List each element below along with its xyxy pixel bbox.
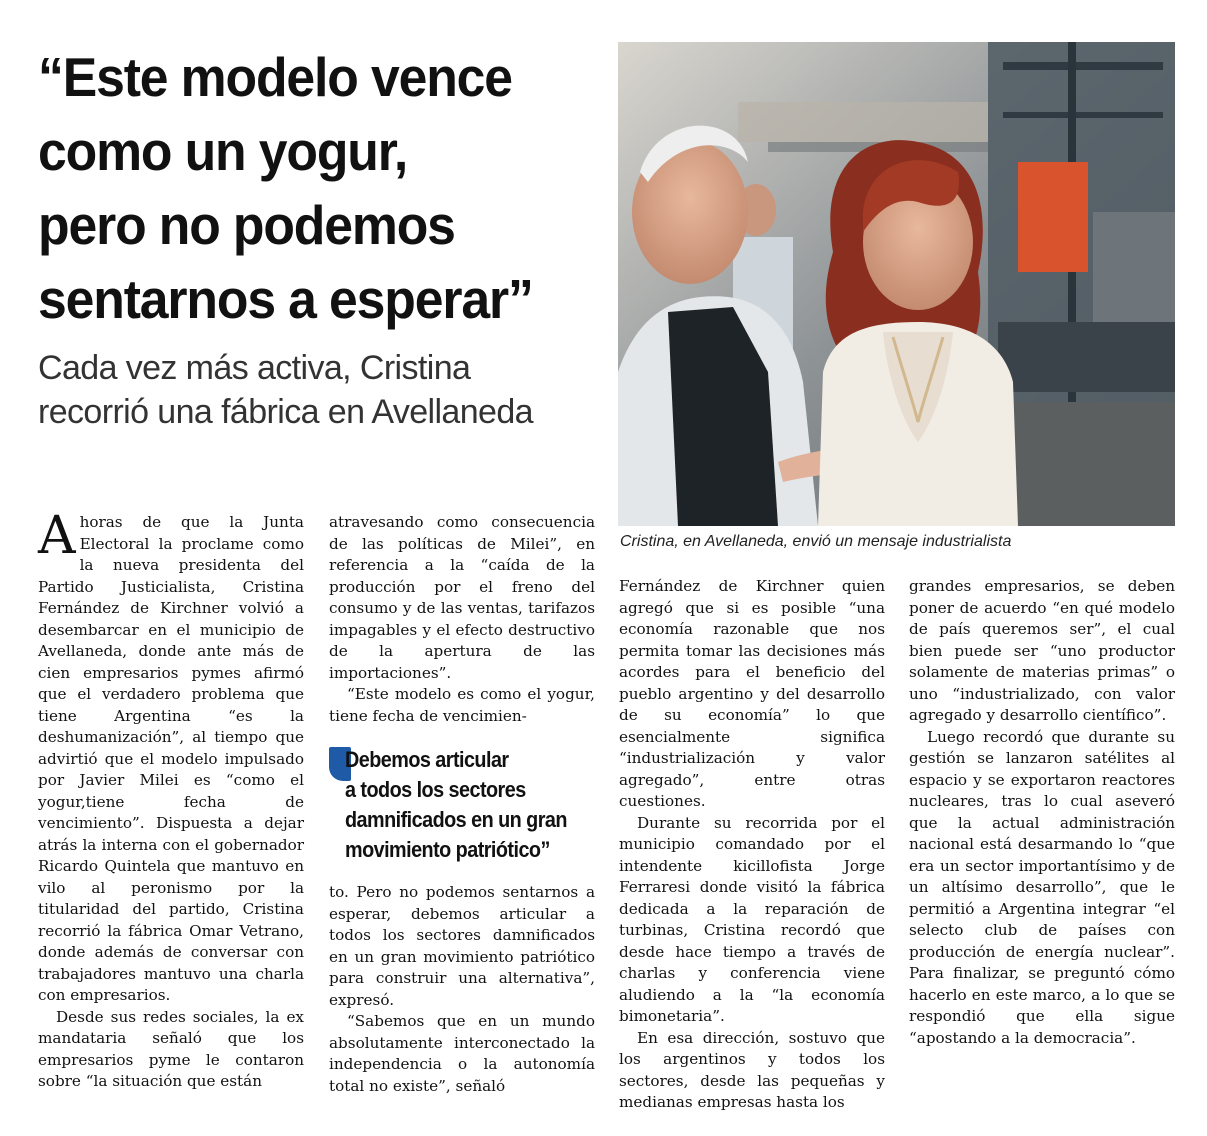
news-photo — [618, 42, 1175, 526]
article-paragraph: Desde sus redes sociales, la ex mandataria señaló que los empresarios pyme le contaron sobre “la situación que están — [38, 1007, 304, 1090]
headline — [38, 40, 574, 336]
headline-line: pero no podemos — [38, 194, 455, 256]
subheadline-line: Cada vez más activa, Cristina — [38, 349, 471, 387]
article-paragraph: “Este modelo es como el yogur, tiene fecha de vencimien- — [329, 685, 595, 725]
article-paragraph: Luego recordó que durante su gestión se lanzaron satélites al espacio y se exportaron reactores nucleares, tras lo cual aseveró que la actual administración nacional está desarmando lo “que era un sector importantísimo y de un altísimo desarrollo”, que le permitió a Argentina integrar “el selecto club de países con producción de energía nuclear”. Para finalizar, se preguntó cómo hacerlo en este marco, a lo que se respondió que ella sigue “apostando a la democracia”. — [909, 727, 1175, 1047]
subheadline — [38, 346, 608, 434]
pull-quote-line: Debemos articular — [345, 747, 509, 772]
article-column-3 — [619, 576, 885, 1114]
headline-line: sentarnos a esperar” — [38, 268, 533, 330]
headline-line: como un yogur, — [38, 120, 408, 182]
article-paragraph: to. Pero no podemos sentarnos a esperar, debemos articular a todos los sectores damnificados en un gran movimiento patriótico para construir una alternativa”, expresó. — [329, 883, 595, 1009]
article-paragraph: Durante su recorrida por el municipio comandado por el intendente kicillofista Jorge Ferraresi donde visitó la fábrica dedicada a la reparación de turbinas, Cristina recordó que desde hace tiempo a través de charlas y conferencia viene aludiendo a la “la economía bimonetaria”. — [619, 813, 885, 1025]
photo-caption: Cristina, en Avellaneda, envió un mensaje industrialista — [620, 533, 1012, 550]
article-paragraph: “Sabemos que en un mundo absolutamente interconectado la independencia o la autonomía total no existe”, señaló — [329, 1012, 595, 1095]
factory-visit-photo — [618, 42, 1175, 526]
subheadline-line: recorrió una fábrica en Avellaneda — [38, 393, 533, 431]
article-column-4 — [909, 576, 1175, 1049]
pull-quote-line: movimiento patriótico” — [345, 837, 550, 862]
article-column-2 — [329, 512, 595, 727]
pull-quote — [329, 745, 599, 865]
article-paragraph: En esa dirección, sostuvo que los argentinos y todos los sectores, desde las pequeñas y medianas empresas hasta los — [619, 1028, 885, 1111]
article-paragraph: grandes empresarios, se deben poner de acuerdo “en qué modelo de país queremos ser”, el cual bien puede ser “uno productor solamente de materias primas” o uno “industrializado, con valor agregado y desarrollo científico”. — [909, 577, 1175, 724]
pull-quote-line: a todos los sectores — [345, 777, 526, 802]
paragraph-text: horas de que la Junta Electoral la proclame como la nueva presidenta del Partido Justicialista, Cristina Fernández de Kirchner volvió a desembarcar en el municipio de Avellaneda, donde ante más de cien empresarios pymes afirmó que el verdadero problema que tiene Argentina “es la deshumanización”, al tiempo que advirtió que el modelo impulsado por Javier Milei es “como el yogur,tiene fecha de vencimiento”. Dispuesta a dejar atrás la interna con el gobernador Ricardo Quintela que mantuvo en vilo al peronismo por la titularidad del partido, Cristina recorrió la fábrica Omar Vetrano, donde además de conversar con trabajadores mantuvo una charla con empresarios. — [38, 513, 304, 1004]
article-column-1 — [38, 506, 304, 1093]
pull-quote-text — [345, 745, 575, 865]
article-paragraph: Fernández de Kirchner quien agregó que si es posible “una economía razonable que nos permita tomar las decisiones más acordes para el beneficio del pueblo argentino y del desarrollo de su economía” lo que esencialmente significa “industrialización y valor agregado”, entre otras cuestiones. — [619, 577, 885, 810]
article-paragraph — [38, 506, 304, 1007]
drop-cap: A — [38, 506, 76, 566]
headline-line: “Este modelo vence — [38, 46, 512, 108]
article-column-2-continued — [329, 882, 595, 1097]
article-paragraph: atravesando como consecuencia de las políticas de Milei”, en referencia a la “caída de la producción por el freno del consumo y de las ventas, tarifazos impagables y el efecto destructivo de la apertura de las importaciones”. — [329, 513, 595, 682]
pull-quote-line: damnificados en un gran — [345, 807, 567, 832]
